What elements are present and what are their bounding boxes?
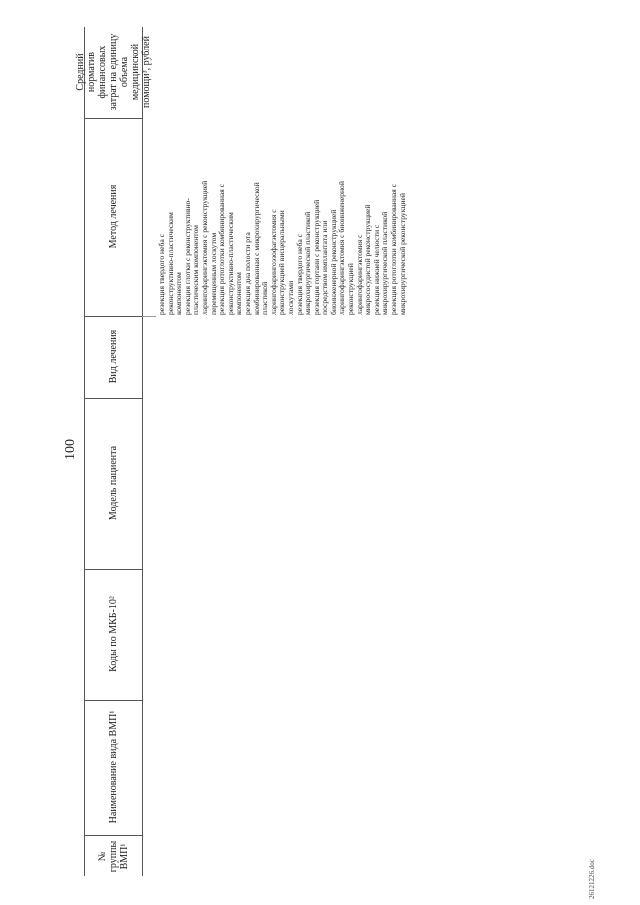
- list-item: ларингофарингэктомия с: [354, 234, 364, 315]
- header-method: Метод лечения: [108, 184, 119, 249]
- list-item: микрохирургической пластикой: [303, 211, 313, 315]
- list-item: компонентом: [234, 272, 244, 315]
- header-name: Наименование вида ВМП¹: [108, 710, 119, 824]
- page-number: 100: [63, 439, 78, 460]
- list-item: пластикой: [260, 281, 270, 315]
- header-norm: Средний норматив финансовых затрат на единицу объема медицинской помощи³, рублей: [75, 33, 152, 111]
- header-codes: Коды по МКБ-10²: [108, 596, 119, 672]
- table-border-right: [142, 27, 143, 876]
- list-item: реконструкцией: [346, 263, 356, 315]
- list-item: резекция нижней челюсти с: [371, 224, 381, 315]
- list-item: лоскутами: [285, 280, 295, 315]
- list-item: реконструктивно-пластическим: [225, 212, 235, 315]
- list-item: комбинированная с микрохирургической: [251, 182, 261, 315]
- list-item: микрохирургической пластикой: [380, 211, 390, 315]
- list-item: резекция ротоглотки комбинированная с: [217, 183, 227, 315]
- list-item: реконструкцией висцеральными: [277, 210, 287, 315]
- list-item: компонентом: [174, 272, 184, 315]
- list-item: резекция твердого неба с: [294, 234, 304, 315]
- header-type: Вид лечения: [108, 329, 119, 384]
- method-list: [158, 181, 407, 315]
- header-group-no: № группы ВМП¹: [97, 840, 130, 873]
- list-item: реконструктивно-пластическим: [165, 212, 175, 315]
- footer-filename: 26121226.doc: [588, 859, 596, 899]
- list-item: посредством имплантата или: [320, 220, 330, 315]
- list-item: резекция глотки с реконструктивно-: [182, 198, 192, 315]
- list-item: перемещенным лоскутом: [208, 232, 218, 315]
- list-item: ларингофарингоэзофагэктомия с: [268, 209, 278, 315]
- list-item: микрохирургической реконструкцией: [397, 193, 407, 315]
- list-item: резекция твердого неба с: [157, 234, 166, 315]
- list-item: биоинженерной реконструкцией: [328, 209, 338, 315]
- list-item: ларингофарингэктомия с реконструкцией: [199, 180, 209, 315]
- body-line-method: [142, 316, 156, 317]
- list-item: ларингофарингэктомия с биоинженерной: [337, 181, 347, 315]
- list-item: резекция ротоглотки комбинированная с: [389, 183, 399, 315]
- list-item: микрососудистой реконструкцией: [363, 204, 373, 315]
- list-item: резекция гортани с реконструкцией: [311, 199, 321, 315]
- header-model: Модель пациента: [108, 445, 119, 521]
- list-item: пластическим компонентом: [191, 225, 201, 315]
- list-item: резекция дна полости рта: [242, 232, 252, 315]
